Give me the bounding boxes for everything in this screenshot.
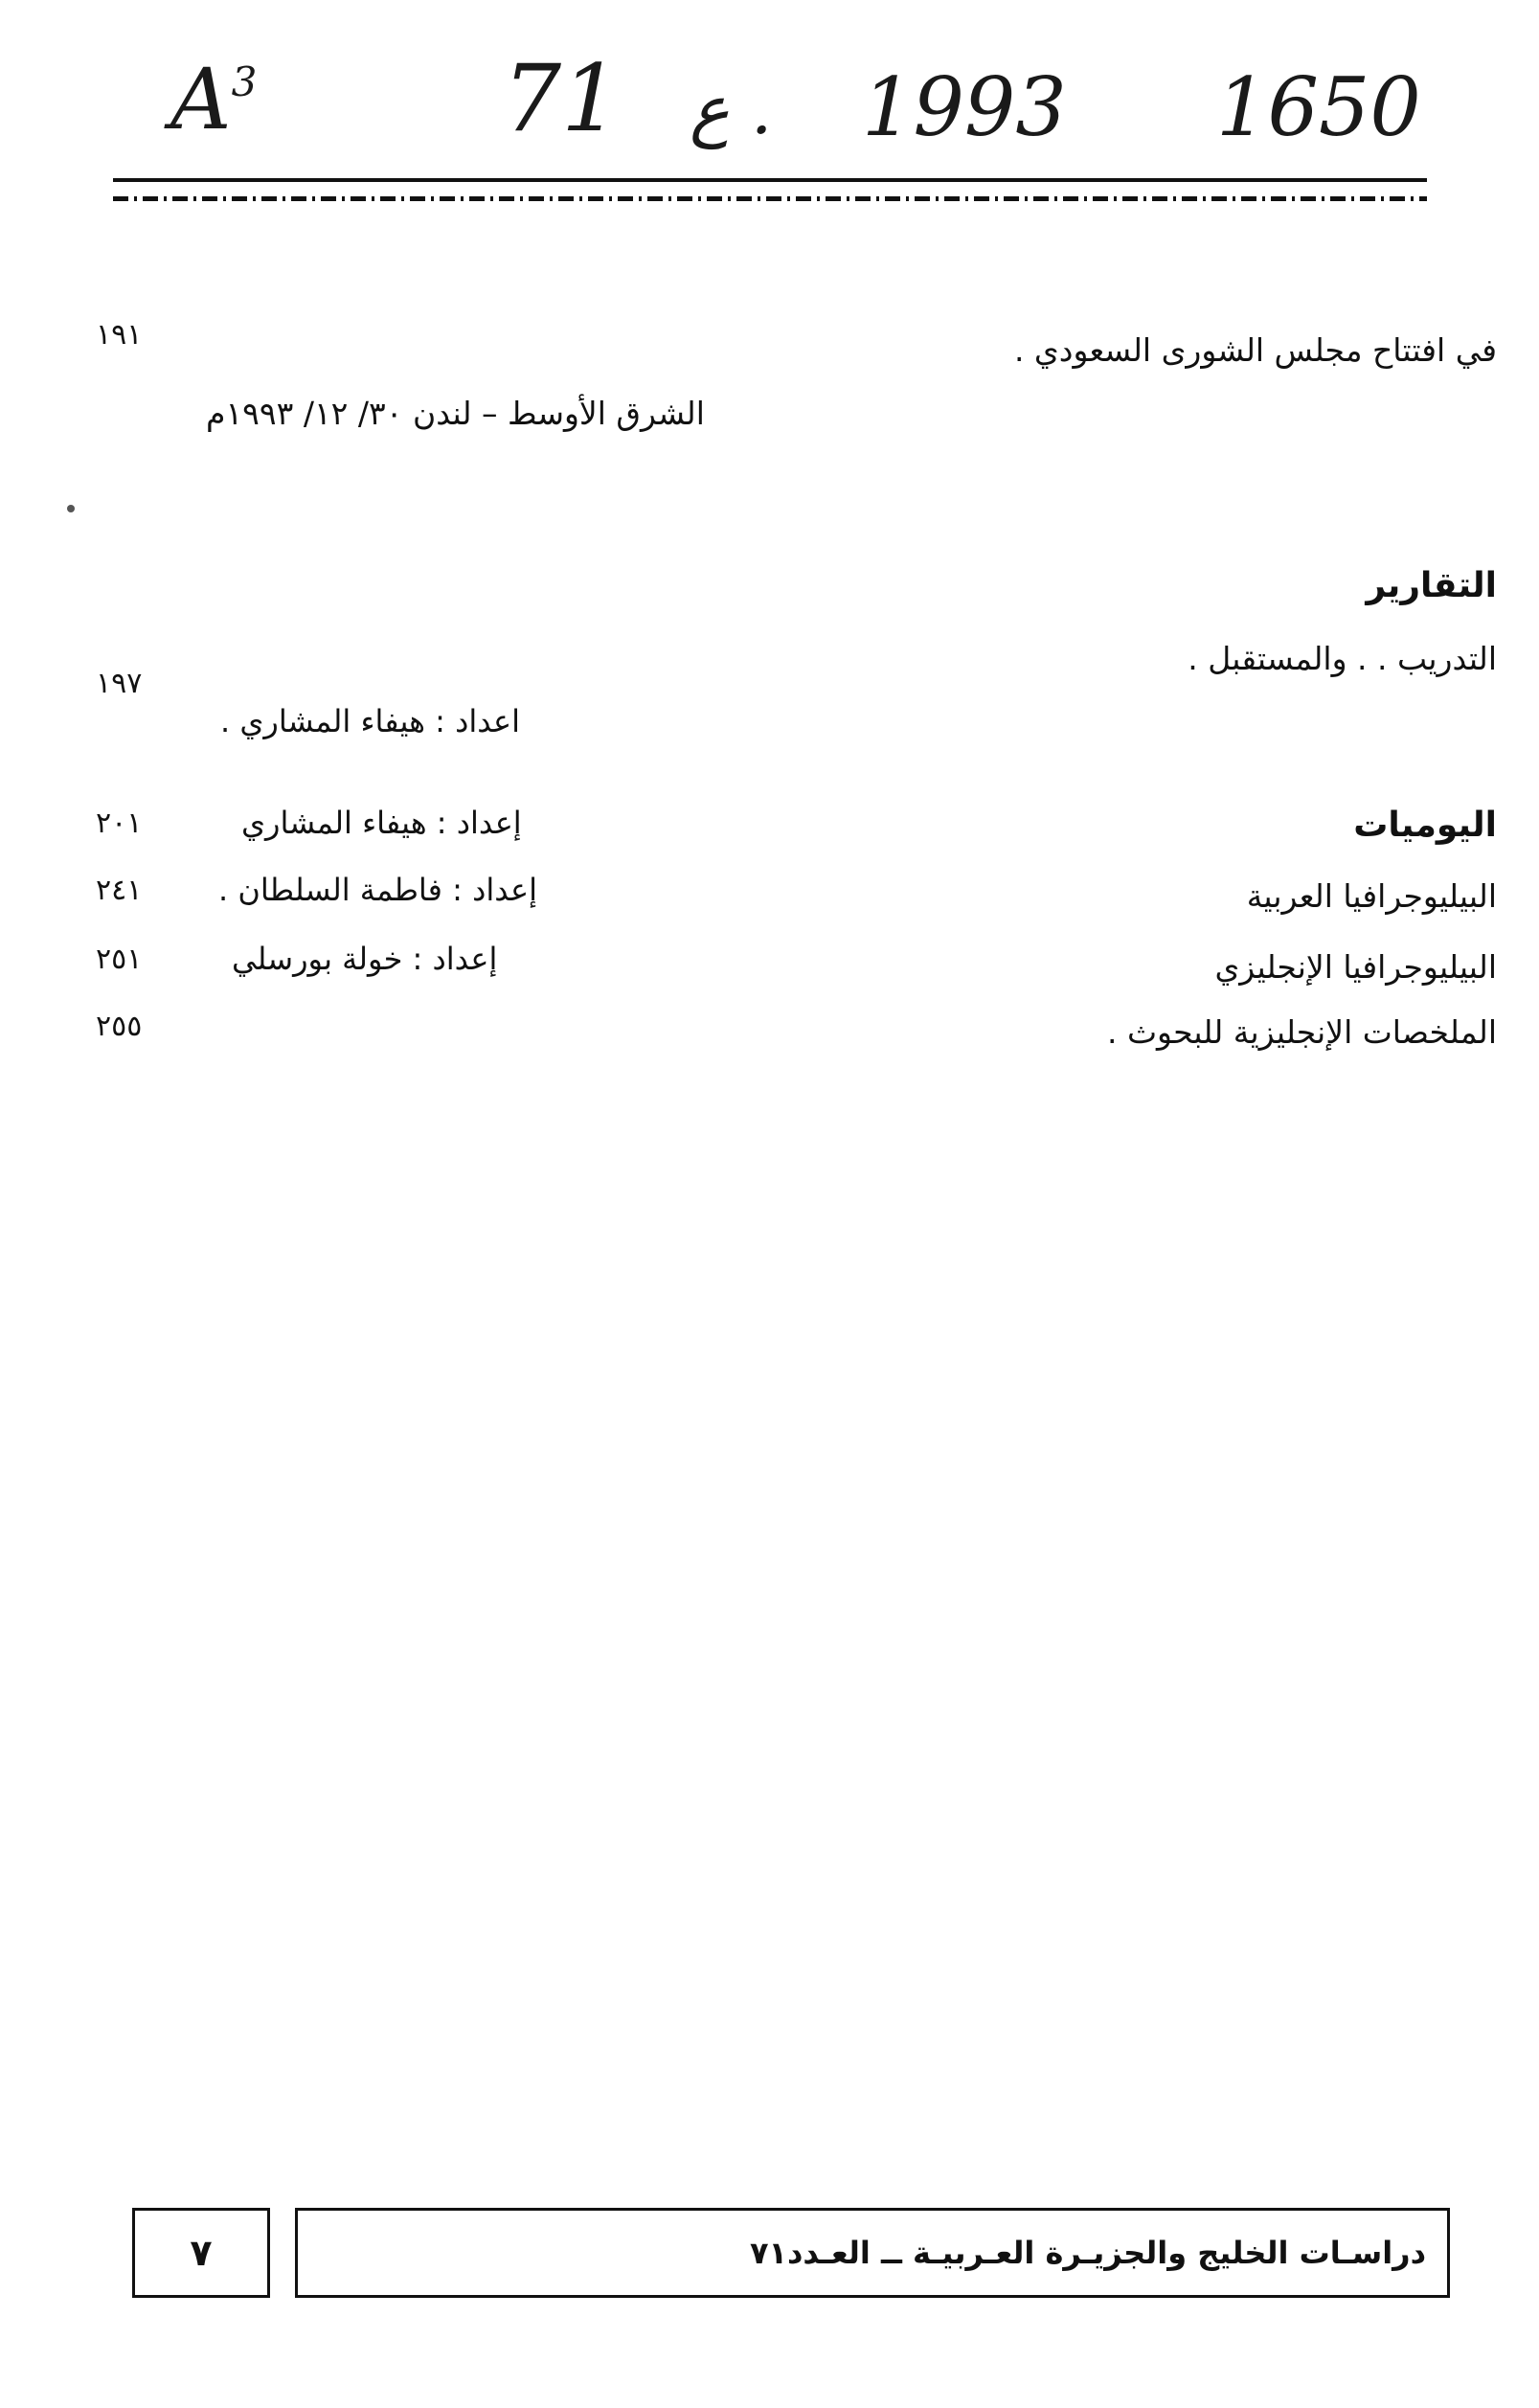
entry-arabic-bibliography-title: البيليوجرافيا العربية [1246,877,1497,915]
footer-page-box [132,2208,270,2298]
entry-arabic-bibliography-page: ٢٤١ [96,874,143,907]
handwritten-mark-sup: 3 [231,58,258,105]
footer-page-number: ٧ [190,2232,213,2274]
entry-english-bibliography-page: ٢٥١ [96,943,143,976]
handwritten-issue-number: 71 [503,45,621,152]
entry-english-bibliography-author: إعداد : خولة بورسلي [232,941,498,977]
section-heading-diaries: اليوميات [1353,806,1497,845]
handwritten-mark [170,50,258,148]
handwritten-mark-letter: A [170,50,232,148]
entry-diaries-page: ٢٠١ [96,806,143,840]
entry-english-abstracts-page: ٢٥٥ [96,1010,143,1043]
entry-arabic-bibliography-author: إعداد : فاطمة السلطان . [218,872,538,908]
header-rule [113,178,1427,182]
entry-training-page: ١٩٧ [96,667,143,700]
entry-opening-source: الشرق الأوسط – لندن ٣٠/ ١٢/ ١٩٩٣م [206,395,705,432]
entry-opening-page: ١٩١ [96,318,143,352]
entry-opening-title: في افتتاح مجلس الشورى السعودي . [1013,331,1497,369]
entry-training-author: اعداد : هيفاء المشاري . [220,703,521,739]
entry-training-title: التدريب . . والمستقبل . [1188,640,1497,677]
handwritten-ref-number: 1650 [1216,60,1421,154]
entry-diaries-author: إعداد : هيفاء المشاري [241,805,522,841]
entry-english-abstracts-title: الملخصات الإنجليزية للبحوث . [1106,1013,1497,1051]
header-dashed-rule [113,196,1427,201]
handwritten-year: 1993 [862,60,1067,154]
handwritten-issue-letter: . ع [690,71,773,149]
scan-speck [67,505,75,512]
section-heading-reports: التقارير [1366,566,1497,605]
footer-journal-title: دراسـات الخليج والجزيـرة العـربيـة ــ العـدد٧١ [749,2235,1426,2271]
entry-english-bibliography-title: البيليوجرافيا الإنجليزي [1214,948,1497,986]
footer-journal-box [295,2208,1450,2298]
